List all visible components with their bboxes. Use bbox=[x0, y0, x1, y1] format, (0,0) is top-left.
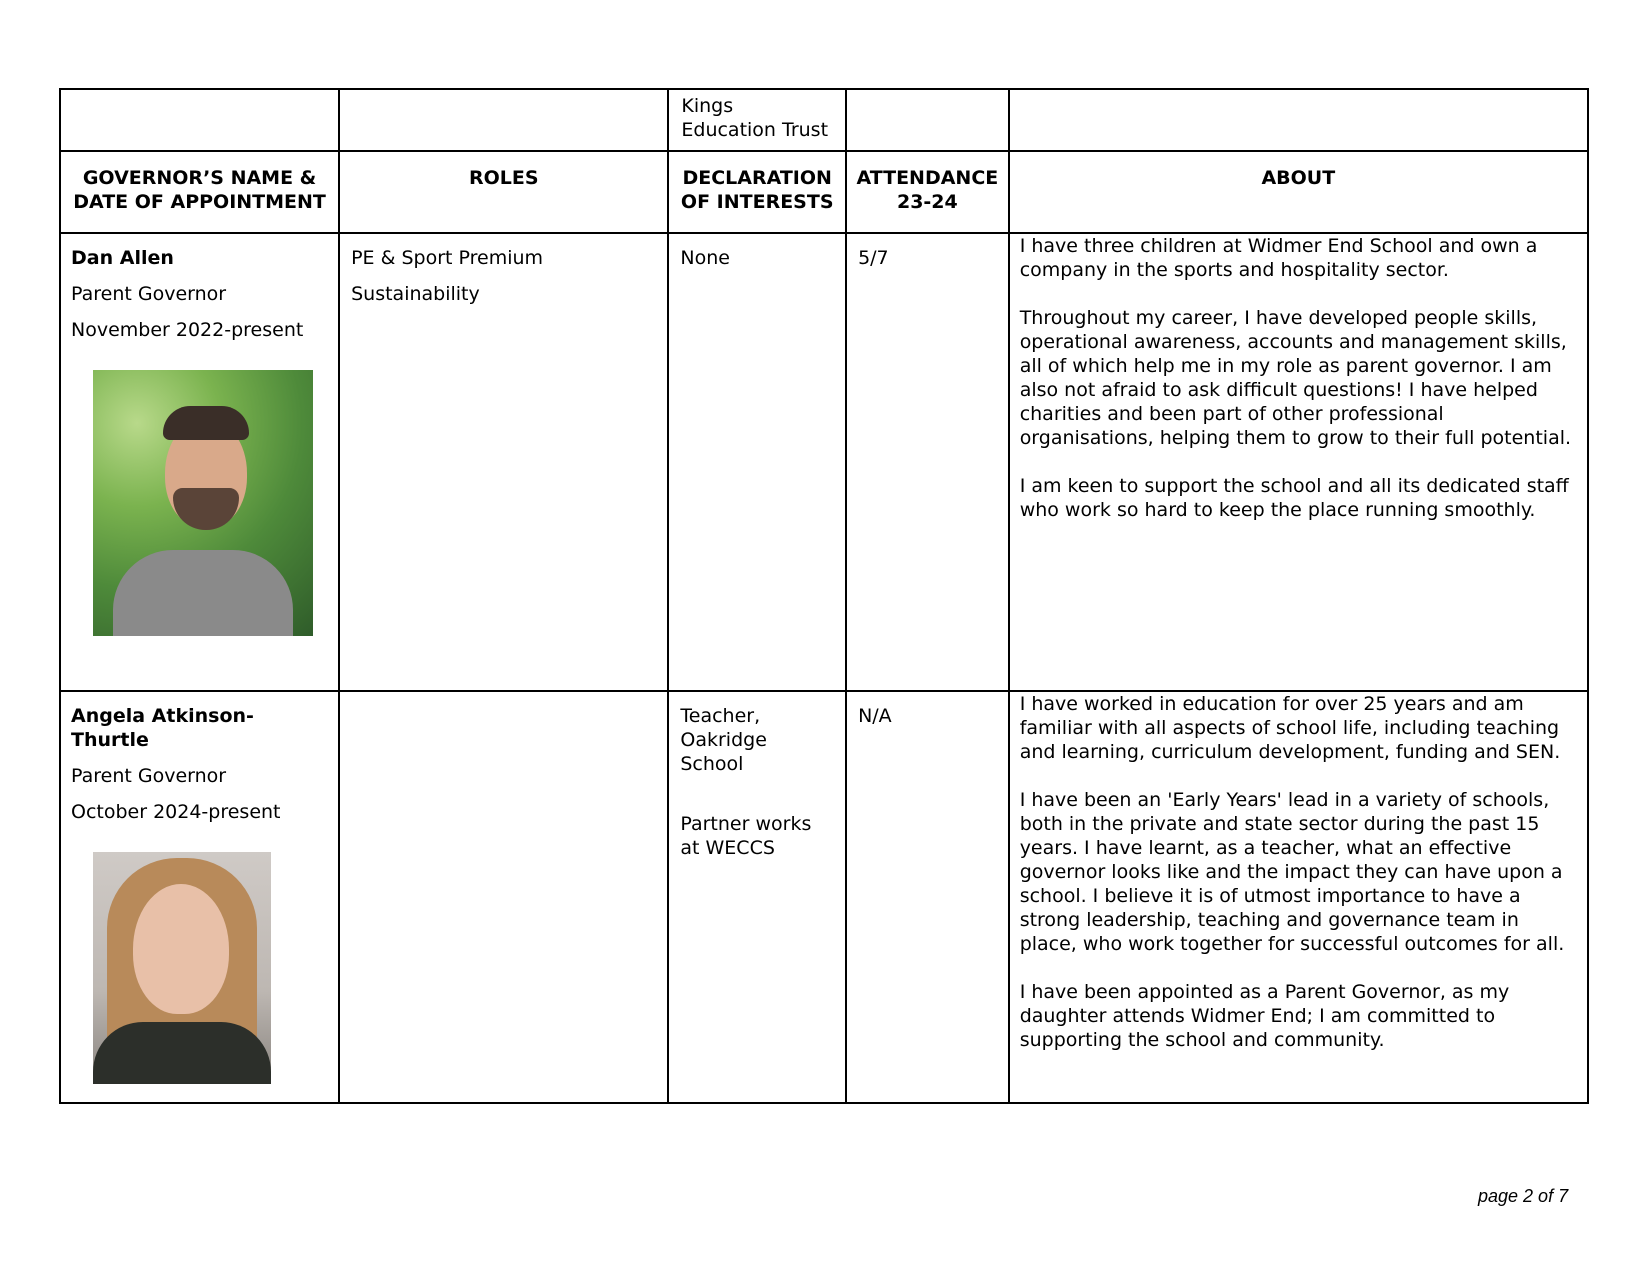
header-declaration: DECLARATION OF INTERESTS bbox=[668, 151, 846, 233]
governor-name: Dan Allen bbox=[71, 247, 174, 269]
governor-appointment: November 2022-present bbox=[71, 319, 304, 341]
empty-cell bbox=[846, 89, 1009, 151]
governor-name-cell bbox=[60, 691, 339, 1103]
header-name: GOVERNOR’S NAME & DATE OF APPOINTMENT bbox=[60, 151, 339, 233]
declaration-cell bbox=[668, 691, 846, 1103]
governor-photo bbox=[93, 370, 313, 636]
about-cell bbox=[1009, 233, 1588, 691]
attendance-cell bbox=[846, 233, 1009, 691]
governor-name-cell bbox=[60, 233, 339, 691]
governor-photo bbox=[93, 852, 271, 1084]
declaration-continuation-cell bbox=[668, 89, 846, 151]
header-about: ABOUT bbox=[1009, 151, 1588, 233]
header-roles: ROLES bbox=[339, 151, 668, 233]
role-item: Sustainability bbox=[351, 283, 480, 305]
attendance-value: N/A bbox=[858, 705, 892, 727]
declaration-item: Partner works at WECCS bbox=[680, 813, 812, 859]
declaration-continuation-text: Kings Education Trust bbox=[681, 95, 829, 141]
about-cell bbox=[1009, 691, 1588, 1103]
empty-cell bbox=[1009, 89, 1588, 151]
governor-type: Parent Governor bbox=[71, 765, 227, 787]
page-number: page 2 of 7 bbox=[1478, 1186, 1569, 1206]
governor-appointment: October 2024-present bbox=[71, 801, 281, 823]
table-row-continuation bbox=[60, 89, 1588, 151]
empty-cell bbox=[60, 89, 339, 151]
about-paragraph: I am keen to support the school and all its dedicated staff who work so hard to keep the place running smoothly. bbox=[1019, 475, 1569, 521]
table-row bbox=[60, 233, 1588, 691]
roles-cell bbox=[339, 233, 668, 691]
about-paragraph: I have been an 'Early Years' lead in a variety of schools, both in the private and state sector during the past 15 years. I have learnt, as a teacher, what an effective governor looks like and the impact they can have upon a school. I believe it is of utmost importance to have a strong leadership, teaching and governance team in place, who work together for successful outcomes for all. bbox=[1019, 789, 1565, 955]
declaration-item: Teacher, Oakridge School bbox=[680, 705, 767, 775]
governor-name: Angela Atkinson-Thurtle bbox=[71, 705, 254, 751]
roles-cell bbox=[339, 691, 668, 1103]
empty-cell bbox=[339, 89, 668, 151]
about-paragraph: I have three children at Widmer End School and own a company in the sports and hospitality sector. bbox=[1019, 235, 1538, 281]
about-paragraph: I have worked in education for over 25 years and am familiar with all aspects of school life, including teaching and learning, curriculum development, funding and SEN. bbox=[1019, 693, 1561, 763]
governors-table bbox=[59, 88, 1589, 1104]
attendance-value: 5/7 bbox=[858, 247, 889, 269]
about-paragraph: I have been appointed as a Parent Governor, as my daughter attends Widmer End; I am committed to supporting the school and community. bbox=[1019, 981, 1510, 1051]
attendance-cell bbox=[846, 691, 1009, 1103]
declaration-cell bbox=[668, 233, 846, 691]
role-item: PE & Sport Premium bbox=[351, 247, 544, 269]
governor-type: Parent Governor bbox=[71, 283, 227, 305]
declaration-item: None bbox=[680, 247, 730, 269]
table-header-row bbox=[60, 151, 1588, 233]
table-row bbox=[60, 691, 1588, 1103]
about-paragraph: Throughout my career, I have developed people skills, operational awareness, accounts and management skills, all of which help me in my role as parent governor. I am also not afraid to ask difficult questions! I have helped charities and been part of other professional organisations, helping them to grow to their full potential. bbox=[1019, 307, 1572, 449]
header-attendance: ATTENDANCE 23-24 bbox=[846, 151, 1009, 233]
